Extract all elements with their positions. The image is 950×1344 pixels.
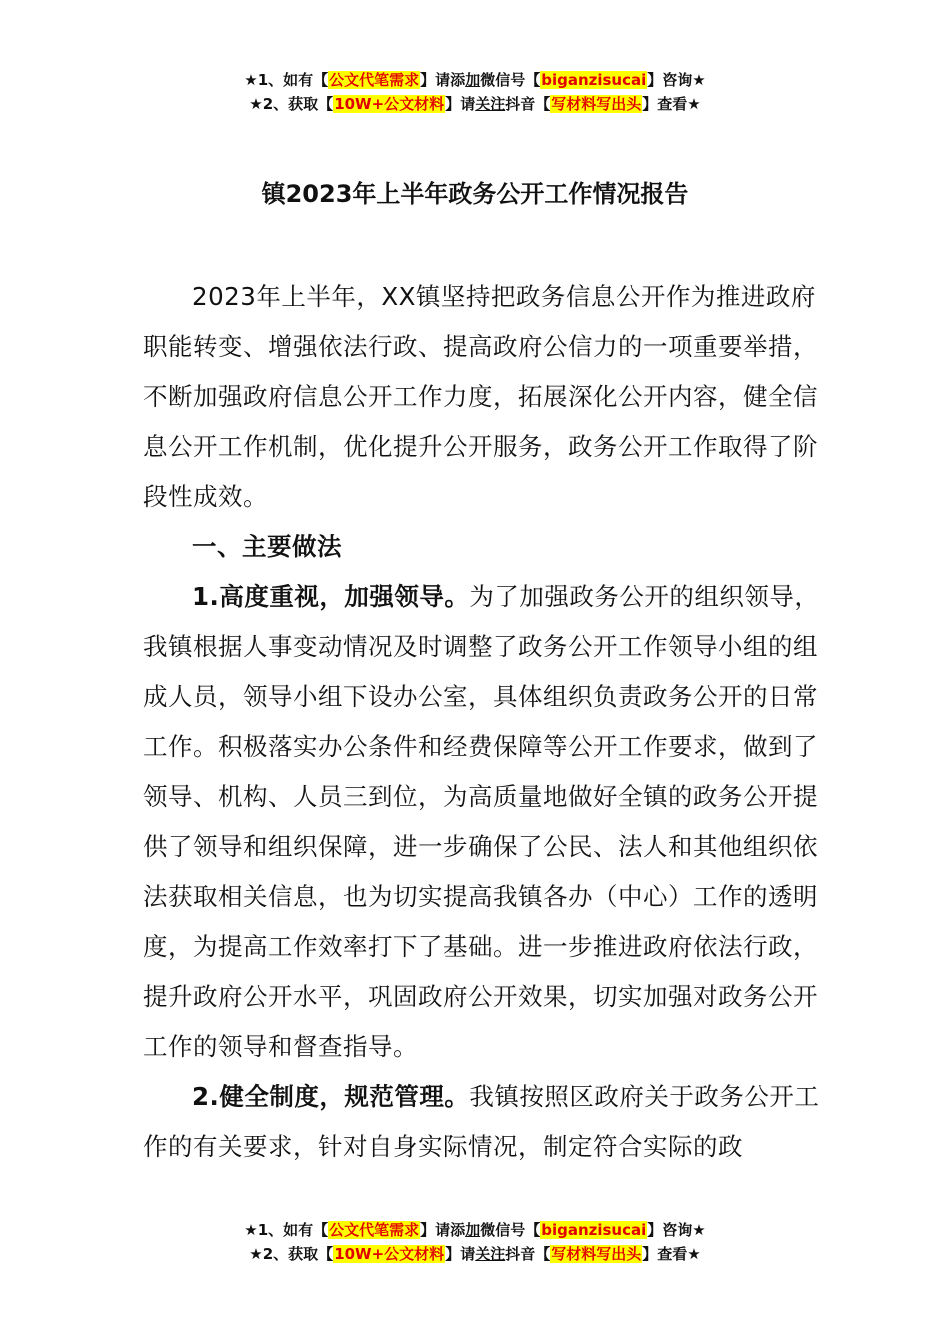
item-lead: 1.高度重视，加强领导。 <box>192 582 470 611</box>
promo-emphasis: 加 <box>465 71 481 89</box>
promo-line-1 <box>0 1218 950 1242</box>
promo-emphasis: 关注 <box>475 95 506 113</box>
promo-highlight-service: 公文代笔需求 <box>329 1221 420 1239</box>
promo-text: 】咨询★ <box>647 71 706 89</box>
promo-emphasis: 加 <box>465 1221 481 1239</box>
promo-highlight-douyin: 写材料写出头 <box>551 95 642 113</box>
document-body <box>143 272 833 1172</box>
promo-text: 】查看★ <box>642 1245 701 1263</box>
promo-text: 抖音【 <box>505 95 551 113</box>
promo-line-1 <box>0 68 950 92</box>
promo-emphasis: 关注 <box>475 1245 506 1263</box>
item-paragraph-1 <box>143 572 833 1072</box>
promo-highlight-materials: 10W+公文材料 <box>334 1245 445 1263</box>
footer-promo-banner <box>0 1218 950 1266</box>
promo-text: 】请添 <box>420 71 466 89</box>
promo-text: ★2、获取【 <box>249 1245 334 1263</box>
item-text: 为了加强政务公开的组织领导，我镇根据人事变动情况及时调整了政务公开工作领导小组的组成人员，领导小组下设办公室，具体组织负责政务公开的日常工作。积极落实办公条件和经费保障等公开工作要求，做到了领导、机构、人员三到位，为高质量地做好全镇的政务公开提供了领导和组织保障，进一步确保了公民、法人和其他组织依法获取相关信息，也为切实提高我镇各办（中心）工作的透明度，为提高工作效率打下了基础。进一步推进政府依法行政，提升政府公开水平，巩固政府公开效果，切实加强对政务公开工作的领导和督查指导。 <box>143 582 820 1061</box>
promo-text: 】请 <box>445 95 476 113</box>
promo-text: ★1、如有【 <box>244 1221 329 1239</box>
promo-text: 】咨询★ <box>647 1221 706 1239</box>
promo-highlight-materials: 10W+公文材料 <box>334 95 445 113</box>
promo-line-2 <box>0 1242 950 1266</box>
document-title: 镇2023年上半年政务公开工作情况报告 <box>261 180 689 208</box>
promo-text: 】查看★ <box>642 95 701 113</box>
item-paragraph-2 <box>143 1072 833 1172</box>
promo-highlight-douyin: 写材料写出头 <box>551 1245 642 1263</box>
promo-text: 抖音【 <box>505 1245 551 1263</box>
promo-text: ★1、如有【 <box>244 71 329 89</box>
item-text: 我镇按照区政府关于政务公开工作的有关要求，针对自身实际情况，制定符合实际的政 <box>143 1082 820 1161</box>
promo-text: ★2、获取【 <box>249 95 334 113</box>
promo-line-2 <box>0 92 950 116</box>
promo-text: 微信号【 <box>480 71 541 89</box>
item-lead: 2.健全制度，规范管理。 <box>192 1082 470 1111</box>
section-heading: 一、主要做法 <box>192 532 342 561</box>
header-promo-banner <box>0 68 950 116</box>
promo-highlight-service: 公文代笔需求 <box>329 71 420 89</box>
promo-highlight-wechat-id: biganzisucai <box>541 71 647 89</box>
promo-text: 】请添 <box>420 1221 466 1239</box>
intro-paragraph: 2023年上半年，XX镇坚持把政务信息公开作为推进政府职能转变、增强依法行政、提高政府公信力的一项重要举措，不断加强政府信息公开工作力度，拓展深化公开内容，健全信息公开工作机制，优化提升公开服务，政务公开工作取得了阶段性成效。 <box>143 282 818 511</box>
promo-text: 微信号【 <box>480 1221 541 1239</box>
promo-text: 】请 <box>445 1245 476 1263</box>
promo-highlight-wechat-id: biganzisucai <box>541 1221 647 1239</box>
